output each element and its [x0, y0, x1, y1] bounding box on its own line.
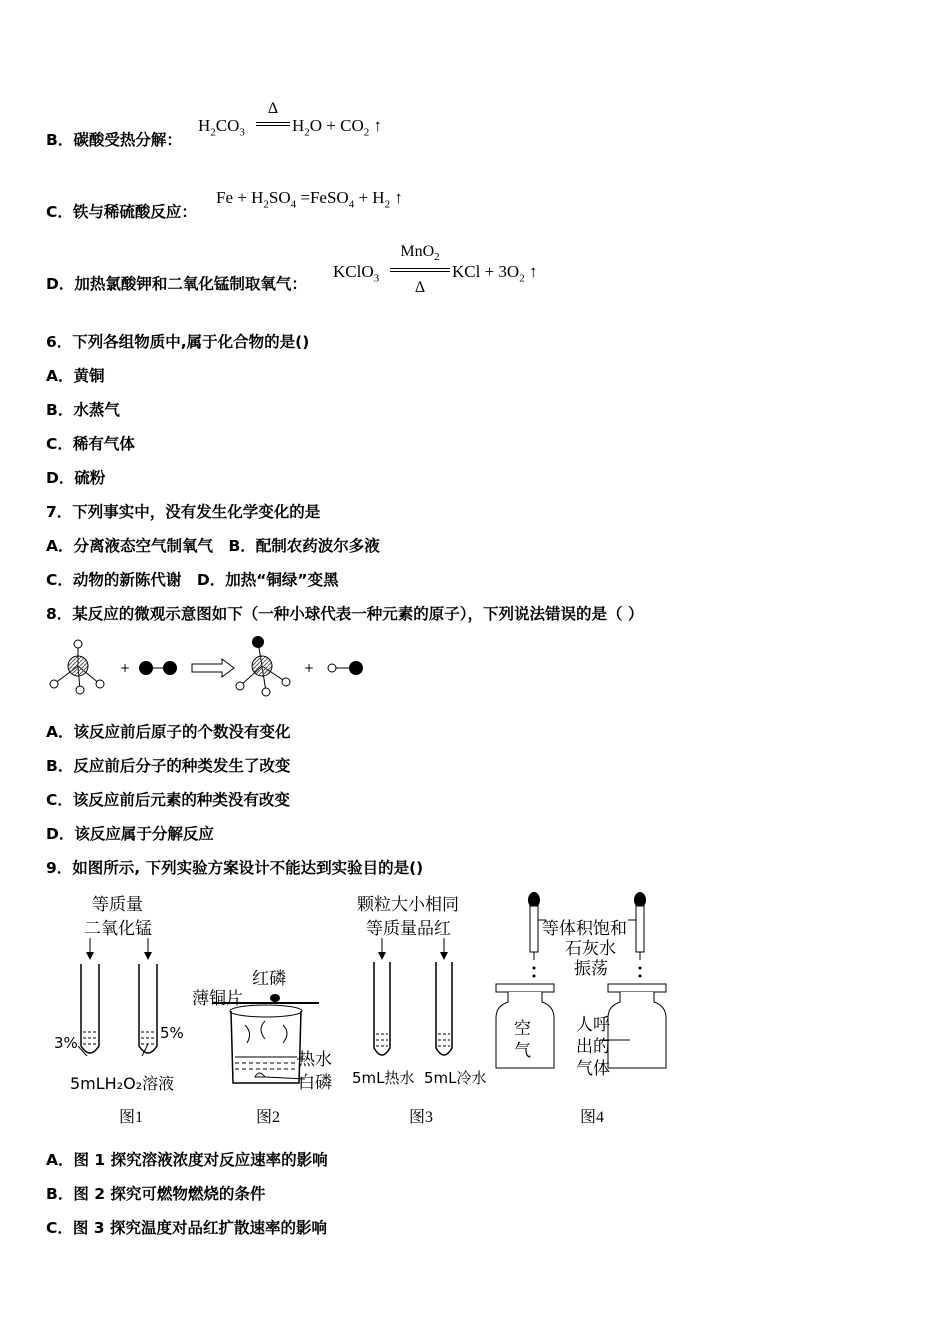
fig3-label-hot-water: 5mL热水 — [352, 1069, 415, 1087]
fig2-label-white-phosphorus: 白磷 — [298, 1073, 332, 1093]
q9-option-a: A．图 1 探究溶液浓度对反应速率的影响 — [46, 1151, 328, 1169]
fig1-label-bottom: 5mLH₂O₂溶液 — [70, 1074, 175, 1093]
molecule-product-2 — [328, 661, 363, 675]
fig3-label-cold-water: 5mL冷水 — [424, 1069, 487, 1087]
mno2-subscript: 2 — [434, 251, 440, 264]
svg-text:+: + — [120, 661, 131, 675]
q9-option-c: C．图 3 探究温度对品红扩散速率的影响 — [46, 1219, 327, 1237]
molecule-reactant-2 — [139, 661, 177, 675]
q9-option-b: B．图 2 探究可燃物燃烧的条件 — [46, 1185, 266, 1203]
equation-d-left: KClO$_3$ — [333, 262, 380, 285]
question-8: 8．某反应的微观示意图如下（一种小球代表一种元素的原子），下列说法错误的是（ ） — [46, 605, 644, 623]
equals-sign-d — [390, 268, 450, 272]
question-7: 7．下列事实中，没有发生化学变化的是 — [46, 503, 321, 521]
fig1-percent-3: 3% — [54, 1034, 78, 1052]
q7-options-cd: C．动物的新陈代谢 D．加热“铜绿”变黑 — [46, 571, 339, 589]
equation-d-right: KCl + $3O_2$ ↑ — [452, 262, 538, 285]
delta-condition: Δ — [267, 100, 279, 117]
q6-option-c: C．稀有气体 — [46, 435, 135, 453]
fig4-label-lime-2: 石灰水 — [565, 939, 616, 959]
svg-text:+: + — [304, 661, 315, 675]
fig4-label-breath-2: 出的 — [576, 1037, 610, 1057]
equation-c: $Fe + H_2SO_4$ =FeSO$_4$ + $H_2$ ↑ — [216, 188, 403, 211]
fig3-label-amount: 等质量品红 — [366, 919, 451, 939]
mno2-condition — [390, 243, 450, 263]
question-6: 6．下列各组物质中,属于化合物的是() — [46, 333, 310, 351]
fig4-caption: 图4 — [580, 1109, 605, 1126]
fig2-label-copper-plate: 薄铜片 — [192, 989, 243, 1009]
fig1-label-top: 等质量 — [92, 895, 143, 915]
fig2-label-hot-water: 热水 — [298, 1050, 332, 1070]
q8-option-d: D．该反应属于分解反应 — [46, 825, 214, 843]
fig2-caption: 图2 — [256, 1109, 281, 1126]
fig1-label-mno2: 二氧化锰 — [84, 919, 152, 939]
reaction-diagram — [40, 634, 380, 704]
fig3-caption: 图3 — [409, 1109, 434, 1126]
fig4-label-breath-3: 气体 — [576, 1059, 610, 1079]
fig4-label-lime-1: 等体积饱和 — [542, 919, 627, 939]
fig2-label-red-phosphorus: 红磷 — [252, 969, 286, 989]
fig3-label-particle: 颗粒大小相同 — [357, 895, 459, 915]
q6-option-b: B．水蒸气 — [46, 401, 120, 419]
fig1-caption: 图1 — [119, 1109, 144, 1126]
molecule-reactant-1 — [50, 640, 104, 694]
reaction-arrow — [192, 659, 234, 677]
option-b-label: B．碳酸受热分解： — [46, 131, 182, 149]
molecule-product-1 — [236, 636, 290, 696]
fig4-label-air-1: 空 — [514, 1019, 531, 1039]
delta-condition-d: Δ — [414, 279, 426, 296]
question-9: 9．如图所示, 下列实验方案设计不能达到实验目的是() — [46, 859, 424, 877]
q6-option-a: A．黄铜 — [46, 367, 105, 385]
fig4-label-breath-1: 人呼 — [576, 1015, 610, 1035]
q6-option-d: D．硫粉 — [46, 469, 106, 487]
fig1-percent-5: 5% — [160, 1024, 184, 1042]
equals-sign — [256, 122, 290, 126]
q7-options-ab: A．分离液态空气制氧气 B．配制农药波尔多液 — [46, 537, 380, 555]
equation-b-left: $H_2CO_3$ — [198, 116, 245, 139]
fig3-drawing — [360, 936, 480, 1066]
q8-option-b: B．反应前后分子的种类发生了改变 — [46, 757, 291, 775]
fig4-label-air-2: 气 — [514, 1041, 531, 1061]
q8-option-c: C．该反应前后元素的种类没有改变 — [46, 791, 290, 809]
option-c-label: C．铁与稀硫酸反应： — [46, 203, 197, 221]
option-d-label: D．加热氯酸钾和二氧化锰制取氧气： — [46, 275, 307, 293]
mno2-text: MnO — [400, 243, 435, 260]
equation-b-right: $H_2O + CO_2$ ↑ — [292, 116, 383, 139]
fig4-label-shake: 振荡 — [574, 959, 608, 979]
q8-option-a: A．该反应前后原子的个数没有变化 — [46, 723, 291, 741]
